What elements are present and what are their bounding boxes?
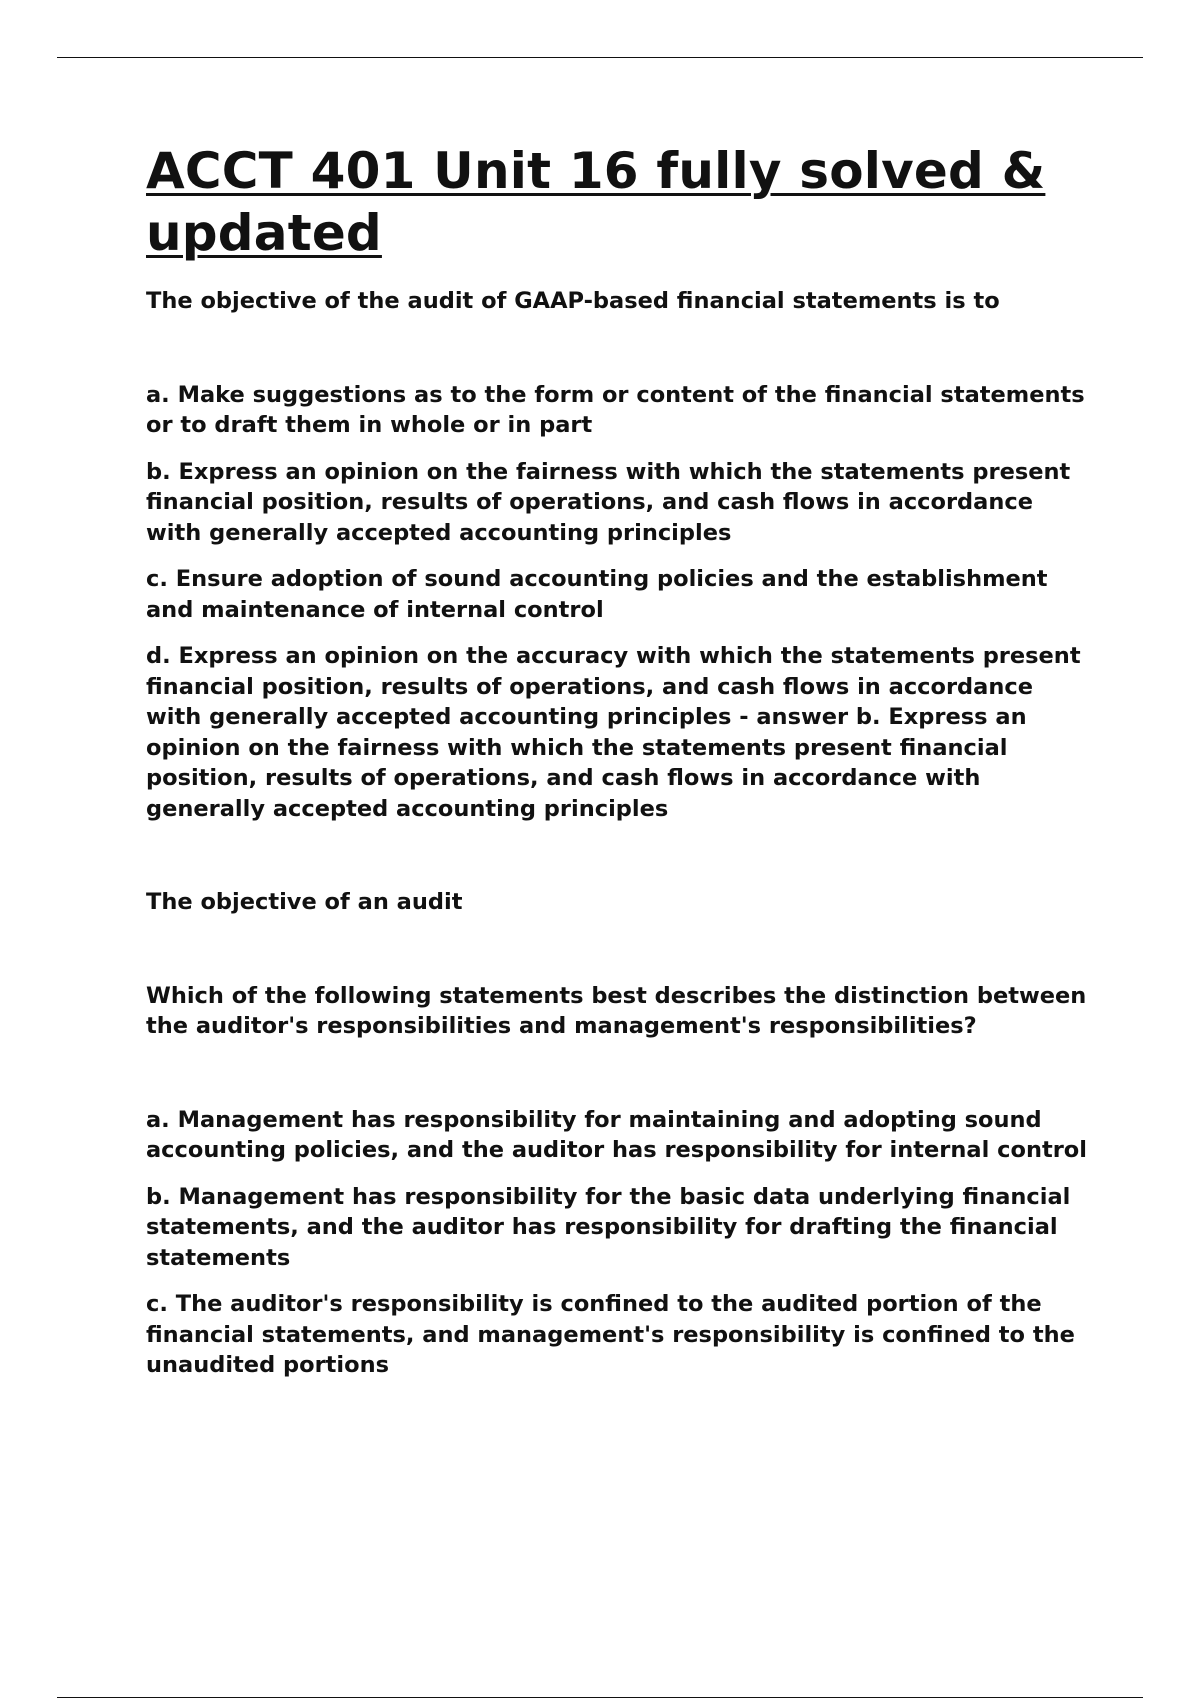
question-1-option-c: c. Ensure adoption of sound accounting policies and the establishment and maintenance of internal control bbox=[146, 566, 1048, 623]
question-2-prompt: The objective of an audit bbox=[146, 889, 463, 915]
question-1-option-b: b. Express an opinion on the fairness with which the statements present financial position, results of operations, and cash flows in accordance with generally accepted accounting principles bbox=[146, 458, 1071, 546]
bottom-divider bbox=[57, 1697, 1143, 1698]
document-title: ACCT 401 Unit 16 fully solved & updated bbox=[146, 142, 1046, 262]
question-1-option-a: a. Make suggestions as to the form or content of the financial statements or to draft them in whole or in part bbox=[146, 381, 1085, 438]
question-1-option-d-answer: d. Express an opinion on the accuracy with which the statements present financial position, results of operations, and cash flows in accordance with generally accepted accounting principles - answer b. Express an opinion on the fairness with which the statements present financial position, results of operations, and cash flows in accordance with generally accepted accounting principles bbox=[146, 643, 1081, 822]
top-divider bbox=[57, 57, 1143, 58]
question-3-option-c: c. The auditor's responsibility is confined to the audited portion of the financial statements, and management's responsibility is confined to the unaudited portions bbox=[146, 1291, 1075, 1378]
question-3-prompt: Which of the following statements best describes the distinction between the auditor's responsibilities and management's responsibilities? bbox=[146, 982, 1087, 1039]
question-1-prompt: The objective of the audit of GAAP-based financial statements is to bbox=[146, 288, 1000, 314]
question-3-option-a: a. Management has responsibility for maintaining and adopting sound accounting policies, and the auditor has responsibility for internal control bbox=[146, 1106, 1087, 1163]
document-body bbox=[146, 140, 1091, 1381]
question-3-option-b: b. Management has responsibility for the basic data underlying financial statements, and the auditor has responsibility for drafting the financial statements bbox=[146, 1183, 1071, 1271]
